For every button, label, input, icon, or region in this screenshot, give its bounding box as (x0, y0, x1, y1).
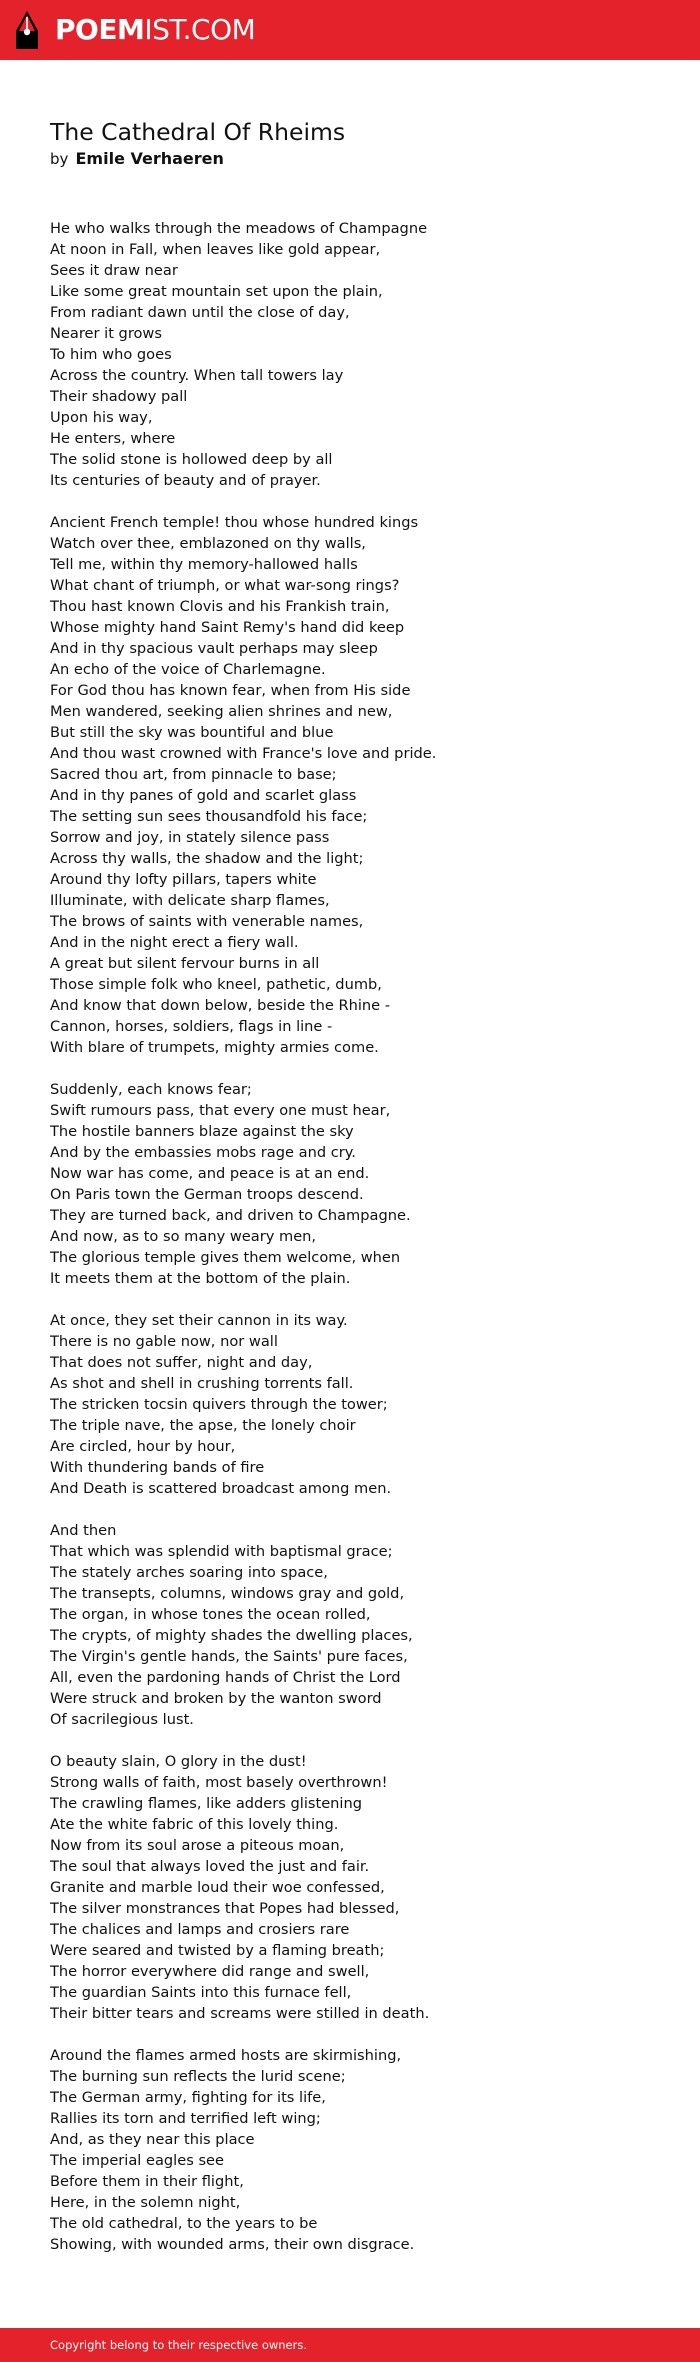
poem-line: Sacred thou art, from pinnacle to base; (50, 766, 337, 783)
author-name[interactable]: Emile Verhaeren (75, 149, 224, 168)
poem-line: And know that down below, beside the Rhine - (50, 997, 391, 1014)
poem-line: The setting sun sees thousandfold his face; (50, 808, 368, 825)
poem-line: The triple nave, the apse, the lonely choir (50, 1417, 356, 1434)
poem-body (50, 218, 610, 2276)
poem-line: The stricken tocsin quivers through the tower; (50, 1396, 388, 1413)
poem-line: What chant of triumph, or what war-song rings? (50, 577, 400, 594)
poem-line: And in thy spacious vault perhaps may sleep (50, 640, 378, 657)
poem-line: Across thy walls, the shadow and the light; (50, 850, 364, 867)
poem-stanza (50, 1079, 610, 1289)
poem-line: Are circled, hour by hour, (50, 1438, 236, 1455)
poem-line: The organ, in whose tones the ocean rolled, (50, 1606, 371, 1623)
poem-line: Granite and marble loud their woe confessed, (50, 1879, 385, 1896)
poem-line: Ate the white fabric of this lovely thing. (50, 1816, 339, 1833)
poem-line: With blare of trumpets, mighty armies come. (50, 1039, 379, 1056)
poem-line: The guardian Saints into this furnace fell, (50, 1984, 352, 2001)
poem-line: For God thou has known fear, when from His side (50, 682, 411, 699)
poem-line: All, even the pardoning hands of Christ the Lord (50, 1669, 401, 1686)
poem-line: The horror everywhere did range and swell, (50, 1963, 370, 1980)
poem-line: And in the night erect a fiery wall. (50, 934, 299, 951)
poem-line: The brows of saints with venerable names, (50, 913, 364, 930)
brand-bold: POEM (55, 13, 145, 46)
poem-line: The stately arches soaring into space, (50, 1564, 328, 1581)
poem-line: O beauty slain, O glory in the dust! (50, 1753, 307, 1770)
poem-line: The transepts, columns, windows gray and gold, (50, 1585, 405, 1602)
poem-stanza (50, 512, 610, 1058)
copyright-notice: Copyright belong to their respective owners. (50, 2338, 308, 2352)
poem-line: He who walks through the meadows of Champagne (50, 220, 428, 237)
poem-line: Whose mighty hand Saint Remy's hand did keep (50, 619, 405, 636)
poem-line: It meets them at the bottom of the plain. (50, 1270, 351, 1287)
poem-line: Here, in the solemn night, (50, 2194, 241, 2211)
poem-line: The chalices and lamps and crosiers rare (50, 1921, 350, 1938)
poem-line: The old cathedral, to the years to be (50, 2215, 318, 2232)
poem-line: And Death is scattered broadcast among men. (50, 1480, 392, 1497)
poem-line: And, as they near this place (50, 2131, 255, 2148)
poem-line: That which was splendid with baptismal grace; (50, 1543, 393, 1560)
poem-line: Now war has come, and peace is at an end. (50, 1165, 370, 1182)
poem-stanza (50, 2045, 610, 2255)
site-logo[interactable] (16, 11, 255, 49)
pen-nib-icon (16, 11, 38, 49)
poem-line: From radiant dawn until the close of day, (50, 304, 350, 321)
poem-line: Suddenly, each knows fear; (50, 1081, 252, 1098)
poem-line: The silver monstrances that Popes had blessed, (50, 1900, 400, 1917)
poem-stanza (50, 218, 610, 491)
poem-line: And in thy panes of gold and scarlet glass (50, 787, 357, 804)
poem-line: There is no gable now, nor wall (50, 1333, 278, 1350)
poem-line: But still the sky was bountiful and blue (50, 724, 334, 741)
poem-line: Like some great mountain set upon the plain, (50, 283, 383, 300)
poem-line: Those simple folk who kneel, pathetic, dumb, (50, 976, 382, 993)
site-footer (0, 2328, 700, 2362)
poem-line: Ancient French temple! thou whose hundred kings (50, 514, 419, 531)
poem-line: Strong walls of faith, most basely overthrown! (50, 1774, 388, 1791)
poem-line: And now, as to so many weary men, (50, 1228, 317, 1245)
poem-line: Swift rumours pass, that every one must hear, (50, 1102, 391, 1119)
poem-line: That does not suffer, night and day, (50, 1354, 313, 1371)
poem-line: At noon in Fall, when leaves like gold appear, (50, 241, 381, 258)
poem-line: Their shadowy pall (50, 388, 188, 405)
by-label: by (50, 150, 69, 168)
site-header (0, 0, 700, 60)
poem-line: As shot and shell in crushing torrents fall. (50, 1375, 354, 1392)
poem-line: Nearer it grows (50, 325, 162, 342)
poem-line: On Paris town the German troops descend. (50, 1186, 364, 1203)
poem-line: The Virgin's gentle hands, the Saints' pure faces, (50, 1648, 408, 1665)
poem-line: The solid stone is hollowed deep by all (50, 451, 333, 468)
poem-line: And thou wast crowned with France's love and pride. (50, 745, 437, 762)
poem-line: At once, they set their cannon in its way. (50, 1312, 348, 1329)
poem-line: Their bitter tears and screams were stilled in death. (50, 2005, 430, 2022)
poem-line: Sees it draw near (50, 262, 178, 279)
poem-line: And by the embassies mobs rage and cry. (50, 1144, 356, 1161)
byline (50, 148, 224, 170)
poem-line: Before them in their flight, (50, 2173, 244, 2190)
poem-stanza (50, 1310, 610, 1499)
poem-line: Men wandered, seeking alien shrines and new, (50, 703, 393, 720)
poem-line: Tell me, within thy memory-hallowed halls (50, 556, 358, 573)
brand-name (55, 11, 255, 49)
poem-line: Around thy lofty pillars, tapers white (50, 871, 317, 888)
poem-line: A great but silent fervour burns in all (50, 955, 320, 972)
poem-line: Illuminate, with delicate sharp flames, (50, 892, 330, 909)
poem-line: Now from its soul arose a piteous moan, (50, 1837, 345, 1854)
poem-line: Around the flames armed hosts are skirmishing, (50, 2047, 402, 2064)
poem-line: Of sacrilegious lust. (50, 1711, 194, 1728)
poem-line: Watch over thee, emblazoned on thy walls, (50, 535, 366, 552)
poem-line: Cannon, horses, soldiers, flags in line - (50, 1018, 333, 1035)
poem-line: Thou hast known Clovis and his Frankish train, (50, 598, 390, 615)
poem-line: And then (50, 1522, 117, 1539)
poem-line: The crawling flames, like adders glistening (50, 1795, 362, 1812)
poem-line: The soul that always loved the just and fair. (50, 1858, 370, 1875)
poem-line: Were struck and broken by the wanton sword (50, 1690, 382, 1707)
poem-title: The Cathedral Of Rheims (50, 118, 346, 146)
poem-line: Rallies its torn and terrified left wing; (50, 2110, 321, 2127)
poem-line: The burning sun reflects the lurid scene; (50, 2068, 346, 2085)
poem-line: Its centuries of beauty and of prayer. (50, 472, 321, 489)
poem-stanza (50, 1751, 610, 2024)
poem-line: To him who goes (50, 346, 172, 363)
poem-line: The crypts, of mighty shades the dwelling places, (50, 1627, 413, 1644)
poem-stanza (50, 1520, 610, 1730)
poem-line: An echo of the voice of Charlemagne. (50, 661, 326, 678)
poem-line: The hostile banners blaze against the sky (50, 1123, 354, 1140)
poem-line: The glorious temple gives them welcome, when (50, 1249, 401, 1266)
poem-line: Across the country. When tall towers lay (50, 367, 344, 384)
brand-light: IST.COM (144, 13, 256, 46)
poem-line: Showing, with wounded arms, their own disgrace. (50, 2236, 415, 2253)
poem-line: Were seared and twisted by a flaming breath; (50, 1942, 385, 1959)
poem-line: Sorrow and joy, in stately silence pass (50, 829, 330, 846)
poem-line: Upon his way, (50, 409, 153, 426)
poem-line: They are turned back, and driven to Champagne. (50, 1207, 411, 1224)
poem-line: He enters, where (50, 430, 176, 447)
poem-line: With thundering bands of fire (50, 1459, 265, 1476)
poem-line: The imperial eagles see (50, 2152, 225, 2169)
poem-line: The German army, fighting for its life, (50, 2089, 326, 2106)
